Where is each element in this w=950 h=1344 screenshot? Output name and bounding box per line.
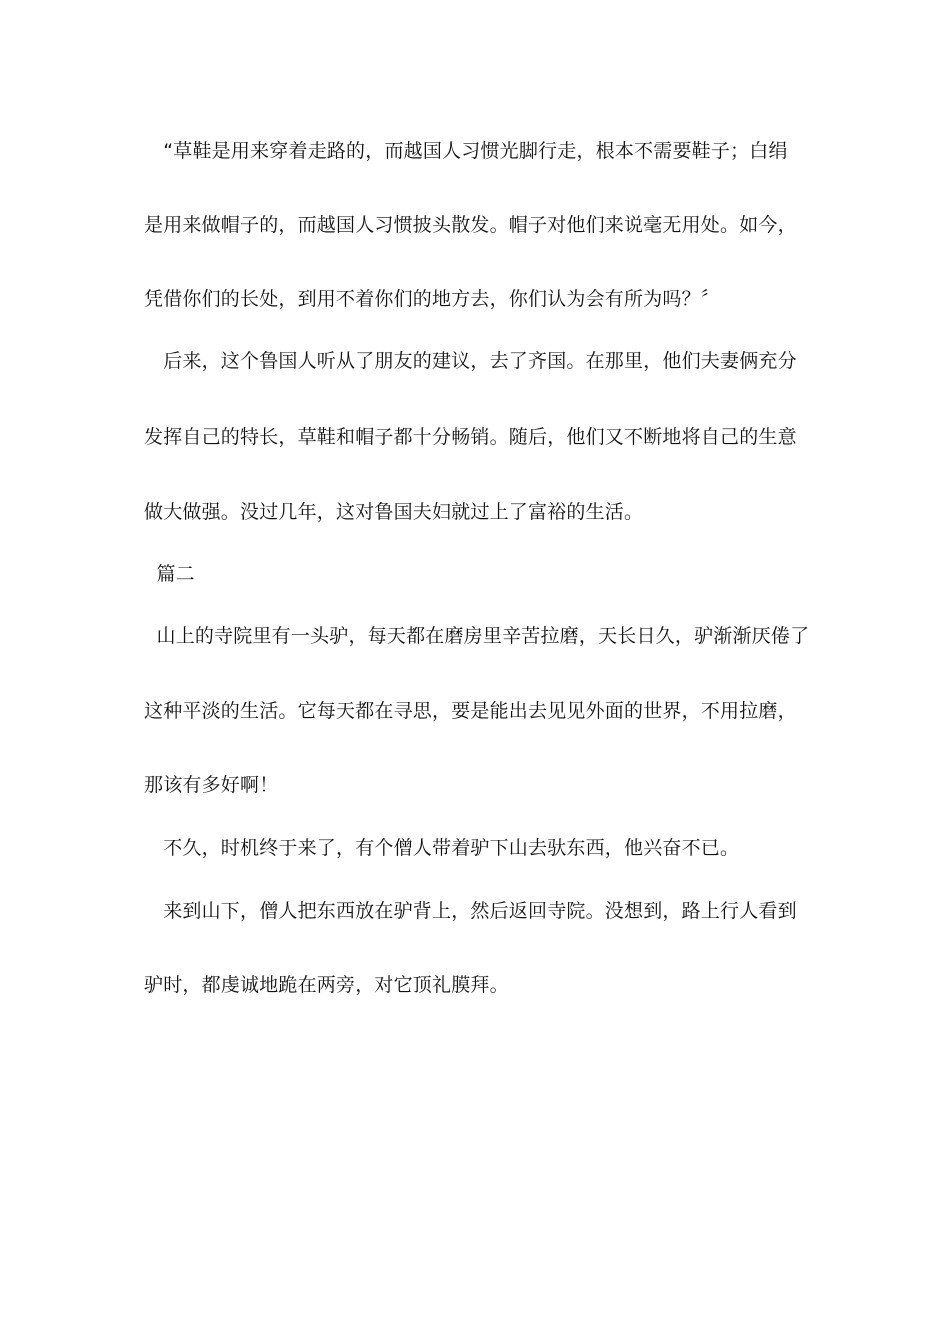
paragraph-line: 做大做强。没过几年，这对鲁国夫妇就过上了富裕的生活。 <box>144 501 644 523</box>
section-heading: 篇二 <box>144 563 195 585</box>
paragraph-line: 凭借你们的长处，到用不着你们的地方去，你们认为会有所为吗？〞 <box>144 288 721 310</box>
paragraph-line: “草鞋是用来穿着走路的，而越国人习惯光脚行走，根本不需要鞋子；白绢 <box>144 140 788 162</box>
paragraph-line: 是用来做帽子的，而越国人习惯披头散发。帽子对他们来说毫无用处。如今， <box>144 214 797 236</box>
paragraph-line: 那该有多好啊！ <box>144 774 279 796</box>
paragraph-line: 发挥自己的特长，草鞋和帽子都十分畅销。随后，他们又不断地将自己的生意 <box>144 426 797 448</box>
paragraph-line: 山上的寺院里有一头驴，每天都在磨房里辛苦拉磨，天长日久，驴渐渐厌倦了 <box>144 625 810 647</box>
paragraph-line: 来到山下，僧人把东西放在驴背上，然后返回寺院。没想到，路上行人看到 <box>144 900 797 922</box>
paragraph-line: 驴时，都虔诚地跪在两旁，对它顶礼膜拜。 <box>144 974 509 996</box>
paragraph-line: 不久，时机终于来了，有个僧人带着驴下山去驮东西，他兴奋不已。 <box>144 837 740 859</box>
paragraph-line: 这种平淡的生活。它每天都在寻思，要是能出去见见外面的世界，不用拉磨， <box>144 700 797 722</box>
paragraph-line: 后来，这个鲁国人听从了朋友的建议，去了齐国。在那里，他们夫妻俩充分 <box>144 350 797 372</box>
